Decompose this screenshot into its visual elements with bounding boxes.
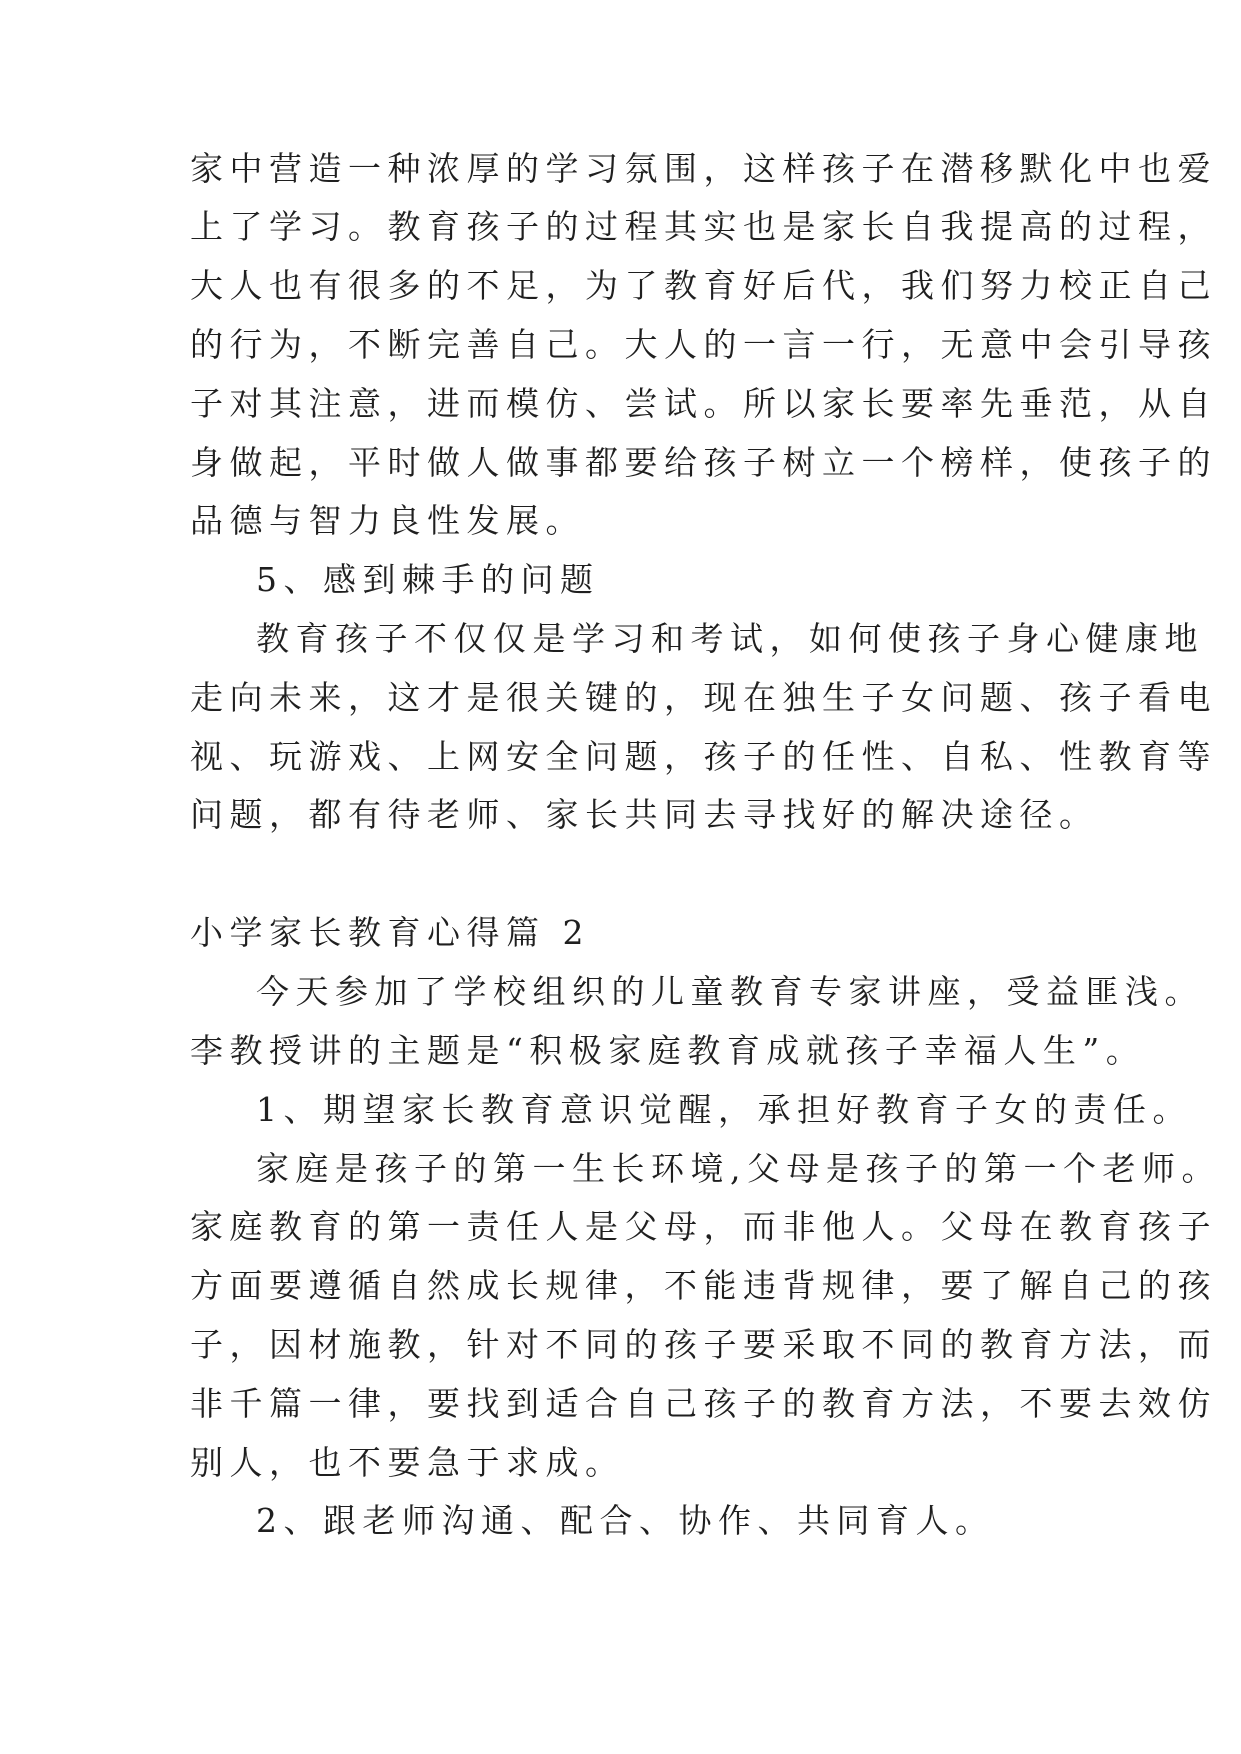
section-heading: 5、感到棘手的问题 <box>256 560 600 599</box>
paragraph-line: 身做起，平时做人做事都要给孩子树立一个榜样，使孩子的 <box>190 443 1217 482</box>
paragraph-line: 家庭是孩子的第一生长环境,父母是孩子的第一个老师。 <box>256 1149 1221 1188</box>
paragraph-line: 品德与智力良性发展。 <box>190 501 585 540</box>
paragraph-line: 今天参加了学校组织的儿童教育专家讲座，受益匪浅。 <box>256 972 1204 1011</box>
paragraph-line: 视、玩游戏、上网安全问题，孩子的任性、自私、性教育等 <box>190 737 1217 776</box>
section-heading: 2、跟老师沟通、配合、协作、共同育人。 <box>256 1501 995 1540</box>
paragraph-line: 非千篇一律，要找到适合自己孩子的教育方法，不要去效仿 <box>190 1384 1217 1423</box>
paragraph-line: 教育孩子不仅仅是学习和考试，如何使孩子身心健康地 <box>256 619 1204 658</box>
paragraph-line: 李教授讲的主题是“积极家庭教育成就孩子幸福人生”。 <box>190 1031 1146 1070</box>
paragraph-line: 别人，也不要急于求成。 <box>190 1443 625 1482</box>
article-title: 小学家长教育心得篇 2 <box>190 913 590 952</box>
paragraph-line: 家中营造一种浓厚的学习氛围，这样孩子在潜移默化中也爱 <box>190 149 1217 188</box>
paragraph-line: 方面要遵循自然成长规律，不能违背规律，要了解自己的孩 <box>190 1266 1217 1305</box>
paragraph-line: 上了学习。教育孩子的过程其实也是家长自我提高的过程， <box>190 207 1217 246</box>
section-heading: 1、期望家长教育意识觉醒，承担好教育子女的责任。 <box>256 1090 1192 1129</box>
paragraph-line: 大人也有很多的不足，为了教育好后代，我们努力校正自己 <box>190 266 1217 305</box>
paragraph-line: 子，因材施教，针对不同的孩子要采取不同的教育方法，而 <box>190 1325 1217 1364</box>
paragraph-line: 走向未来，这才是很关键的，现在独生子女问题、孩子看电 <box>190 678 1217 717</box>
paragraph-line: 子对其注意，进而模仿、尝试。所以家长要率先垂范，从自 <box>190 384 1217 423</box>
paragraph-line: 的行为，不断完善自己。大人的一言一行，无意中会引导孩 <box>190 325 1217 364</box>
paragraph-line: 问题，都有待老师、家长共同去寻找好的解决途径。 <box>190 795 1099 834</box>
paragraph-line: 家庭教育的第一责任人是父母，而非他人。父母在教育孩子 <box>190 1207 1217 1246</box>
